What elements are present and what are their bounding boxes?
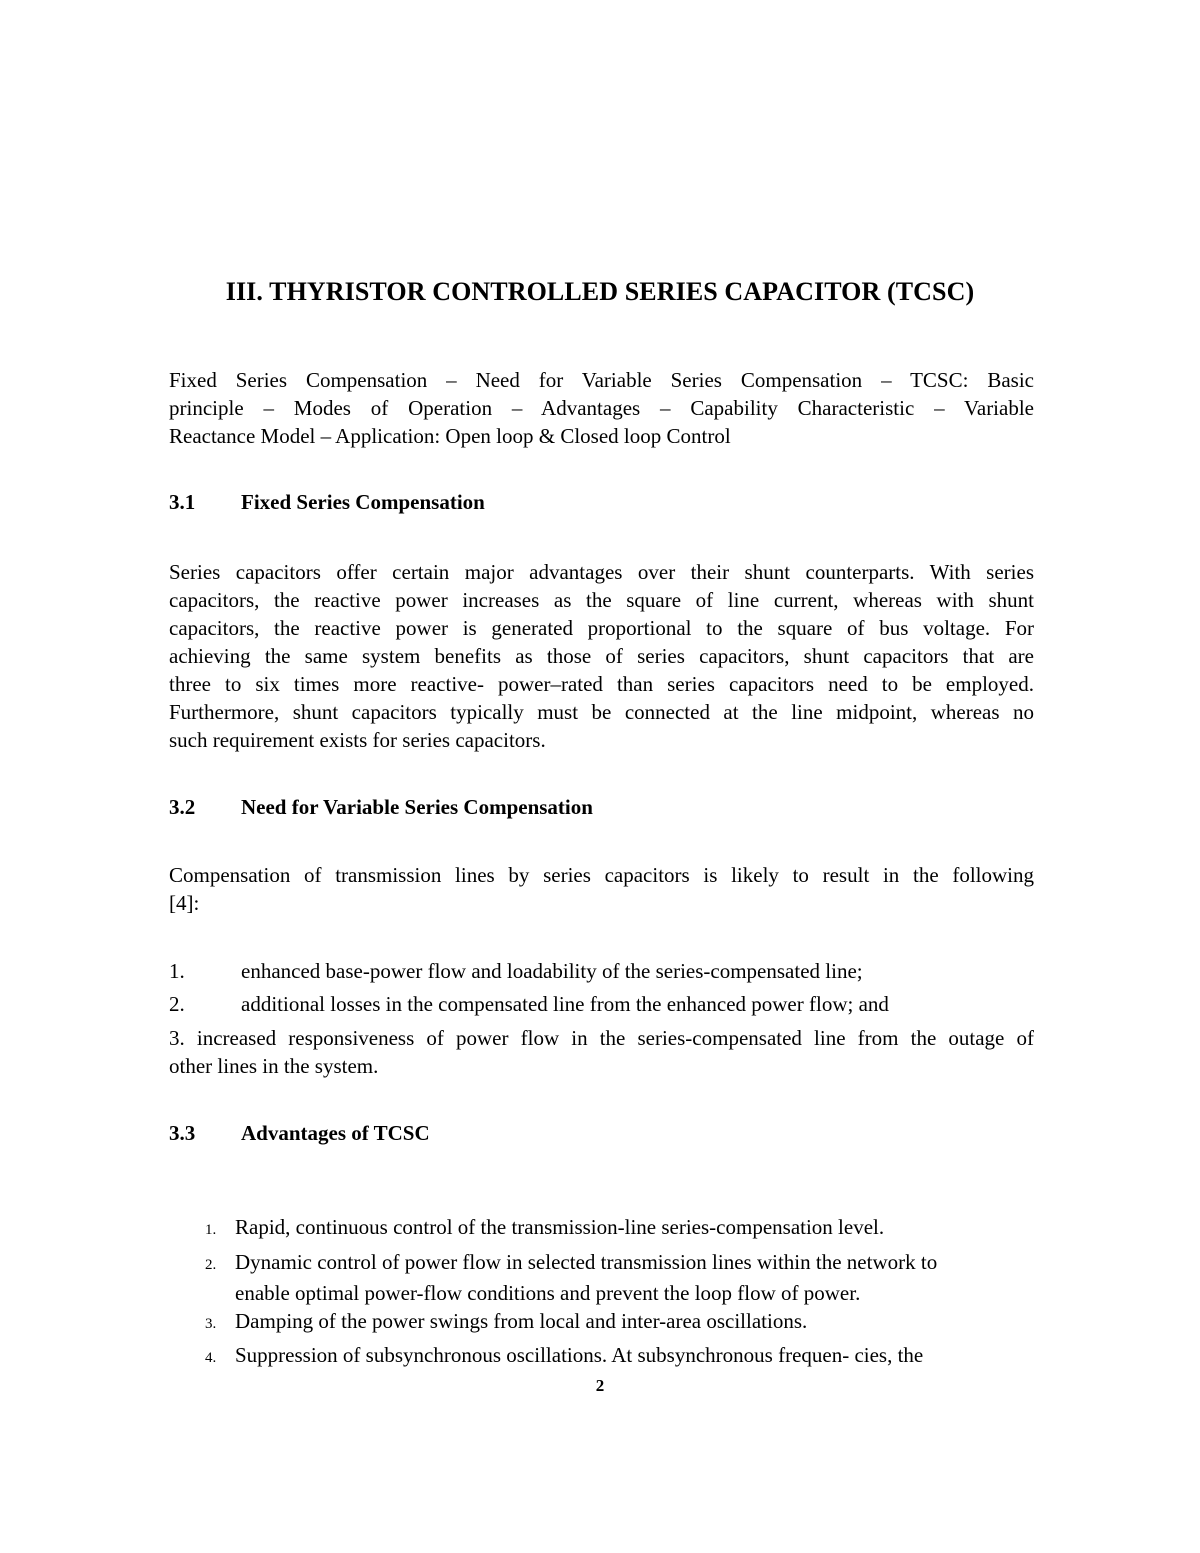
section-heading-3-3 bbox=[169, 1121, 430, 1146]
list-number: 1. bbox=[169, 959, 185, 983]
syllabus-line: Reactance Model – Application: Open loop & Closed loop Control bbox=[169, 424, 731, 448]
section-number: 3.2 bbox=[169, 795, 196, 819]
list-item bbox=[205, 1307, 1025, 1338]
list-text: Rapid, continuous control of the transmission-line series-compensation level. bbox=[235, 1215, 885, 1239]
page-title: III. THYRISTOR CONTROLLED SERIES CAPACITOR (TCSC) bbox=[225, 277, 975, 306]
paragraph-line: Furthermore, shunt capacitors typically must be connected at the line midpoint, whereas no bbox=[169, 700, 1034, 724]
section-title: Advantages of TCSC bbox=[241, 1121, 430, 1145]
paragraph-line: Series capacitors offer certain major advantages over their shunt counterparts. With series bbox=[169, 560, 1034, 584]
syllabus-line: Fixed Series Compensation – Need for Variable Series Compensation – TCSC: Basic bbox=[169, 368, 1034, 392]
list-number: 2. bbox=[169, 992, 185, 1016]
list-text: Damping of the power swings from local and inter-area oscillations. bbox=[235, 1309, 808, 1333]
list-text: Suppression of subsynchronous oscillations. At subsynchronous frequen- cies, the bbox=[235, 1343, 924, 1367]
list-item bbox=[169, 1024, 1034, 1080]
paragraph-line: achieving the same system benefits as those of series capacitors, shunt capacitors that are bbox=[169, 644, 1034, 668]
list-text: 3. increased responsiveness of power flow in the series-compensated line from the outage of bbox=[169, 1026, 1034, 1050]
section-number: 3.1 bbox=[169, 490, 196, 514]
list-number: 3. bbox=[205, 1316, 217, 1332]
list-number: 2. bbox=[205, 1257, 217, 1273]
paragraph-line: [4]: bbox=[169, 891, 200, 915]
list-item bbox=[169, 957, 1034, 985]
section-3-1-paragraph bbox=[169, 558, 1034, 754]
list-item bbox=[205, 1248, 1025, 1307]
section-3-2-intro bbox=[169, 861, 1034, 917]
section-number: 3.3 bbox=[169, 1121, 196, 1145]
list-text: other lines in the system. bbox=[169, 1054, 379, 1078]
list-text: enable optimal power-flow conditions and prevent the loop flow of power. bbox=[235, 1281, 861, 1305]
list-text: additional losses in the compensated line from the enhanced power flow; and bbox=[241, 992, 889, 1016]
syllabus-line: principle – Modes of Operation – Advantages – Capability Characteristic – Variable bbox=[169, 396, 1034, 420]
paragraph-line: such requirement exists for series capacitors. bbox=[169, 728, 546, 752]
list-item bbox=[205, 1341, 1025, 1372]
syllabus-paragraph bbox=[169, 366, 1034, 450]
page-number: 2 bbox=[595, 1376, 605, 1395]
section-heading-3-1 bbox=[169, 490, 485, 515]
section-title: Need for Variable Series Compensation bbox=[241, 795, 593, 819]
section-title: Fixed Series Compensation bbox=[241, 490, 485, 514]
list-item bbox=[169, 990, 1034, 1018]
list-text: Dynamic control of power flow in selected transmission lines within the network to bbox=[235, 1250, 938, 1274]
paragraph-line: capacitors, the reactive power is generated proportional to the square of bus voltage. For bbox=[169, 616, 1034, 640]
section-heading-3-2 bbox=[169, 795, 593, 820]
list-number: 4. bbox=[205, 1350, 217, 1366]
paragraph-line: three to six times more reactive- power–rated than series capacitors need to be employed. bbox=[169, 672, 1034, 696]
list-text: enhanced base-power flow and loadability of the series-compensated line; bbox=[241, 959, 863, 983]
list-number: 1. bbox=[205, 1222, 217, 1238]
list-item bbox=[205, 1213, 1025, 1244]
paragraph-line: Compensation of transmission lines by series capacitors is likely to result in the following bbox=[169, 863, 1034, 887]
paragraph-line: capacitors, the reactive power increases as the square of line current, whereas with shunt bbox=[169, 588, 1034, 612]
